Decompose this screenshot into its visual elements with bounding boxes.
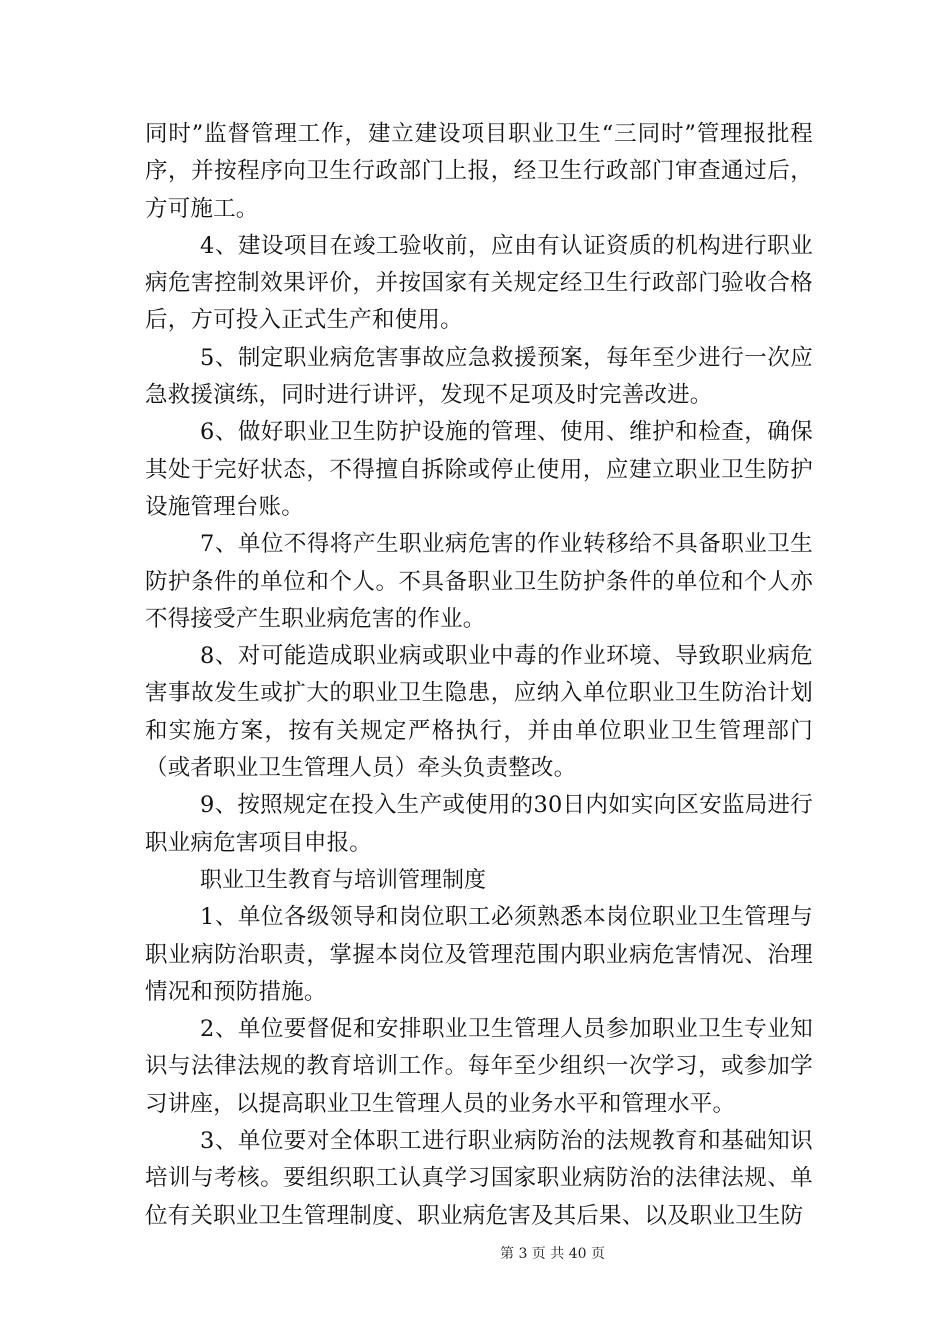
document-body — [145, 116, 813, 1235]
paragraph-item-7: 7、单位不得将产生职业病危害的作业转移给不具备职业卫生防护条件的单位和个人。不具备职业卫生防护条件的单位和个人亦不得接受产生职业病危害的作业。 — [145, 531, 813, 632]
paragraph-item-6: 6、做好职业卫生防护设施的管理、使用、维护和检查，确保其处于完好状态，不得擅自拆除或停止使用，应建立职业卫生防护设施管理台账。 — [145, 419, 813, 520]
section-paragraph-1: 1、单位各级领导和岗位职工必须熟悉本岗位职业卫生管理与职业病防治职责，掌握本岗位及管理范围内职业病危害情况、治理情况和预防措施。 — [145, 904, 813, 1005]
section-heading: 职业卫生教育与培训管理制度 — [200, 867, 487, 893]
paragraph-item-4: 4、建设项目在竣工验收前，应由有认证资质的机构进行职业病危害控制效果评价，并按国家有关规定经卫生行政部门验收合格后，方可投入正式生产和使用。 — [145, 232, 813, 334]
section-paragraph-2: 2、单位要督促和安排职业卫生管理人员参加职业卫生专业知识与法律法规的教育培训工作。每年至少组织一次学习，或参加学习讲座，以提高职业卫生管理人员的业务水平和管理水平。 — [145, 1016, 813, 1117]
paragraph-item-8: 8、对可能造成职业病或职业中毒的作业环境、导致职业病危害事故发生或扩大的职业卫生隐患，应纳入单位职业卫生防治计划和实施方案，按有关规定严格执行，并由单位职业卫生管理部门（或者职业卫生管理人员）牵头负责整改。 — [145, 643, 813, 782]
paragraph-continuation: 同时”监督管理工作，建立建设项目职业卫生“三同时”管理报批程序，并按程序向卫生行政部门上报，经卫生行政部门审查通过后，方可施工。 — [145, 121, 813, 222]
section-paragraph-3: 3、单位要对全体职工进行职业病防治的法规教育和基础知识培训与考核。要组织职工认真学习国家职业病防治的法律法规、单位有关职业卫生管理制度、职业病危害及其后果、以及职业卫生防 — [145, 1128, 813, 1229]
paragraph-item-9: 9、按照规定在投入生产或使用的30日内如实向区安监局进行职业病危害项目申报。 — [145, 792, 813, 856]
paragraph-item-5: 5、制定职业病危害事故应急救援预案，每年至少进行一次应急救援演练，同时进行讲评，发现不足项及时完善改进。 — [145, 344, 813, 409]
page-number-footer: 第 3 页 共 40 页 — [500, 1246, 605, 1262]
